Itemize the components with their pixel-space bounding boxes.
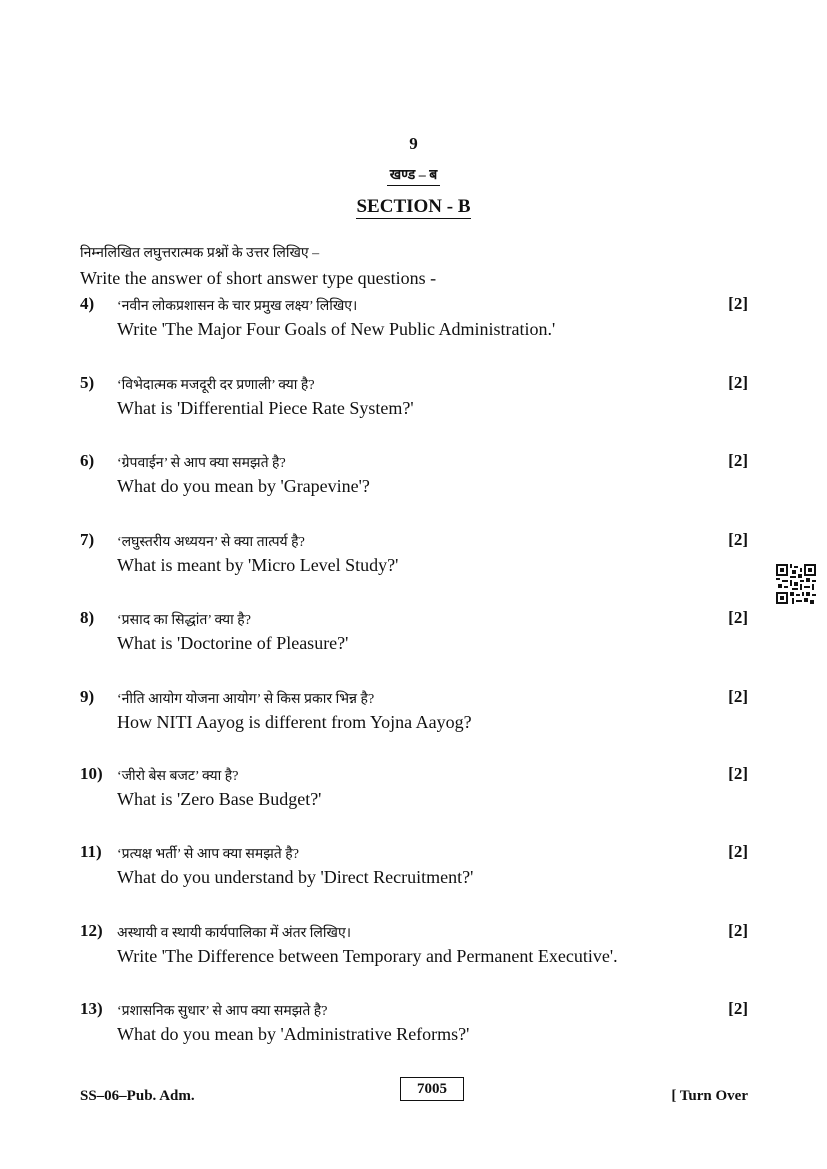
question-13 (80, 999, 748, 1051)
question-text-hindi: ‘ग्रेपवाईन’ से आप क्या समझते है? (117, 456, 286, 471)
question-number: 6) (80, 451, 95, 470)
question-number: 9) (80, 687, 95, 706)
question-text-english: Write 'The Major Four Goals of New Public Administration.' (117, 319, 556, 339)
question-marks: [2] (728, 687, 748, 706)
question-number: 4) (80, 294, 95, 313)
question-9 (80, 687, 748, 739)
question-text-hindi: ‘विभेदात्मक मजदूरी दर प्रणाली’ क्या है? (117, 378, 315, 393)
question-12 (80, 921, 748, 973)
section-heading-english (0, 196, 827, 218)
question-text-english: What is 'Doctorine of Pleasure?' (117, 633, 349, 653)
question-text-english: What do you understand by 'Direct Recruitment?' (117, 867, 474, 887)
question-7 (80, 530, 748, 582)
question-text-english: Write 'The Difference between Temporary and Permanent Executive'. (117, 946, 618, 966)
question-text-hindi: ‘जीरो बेस बजट’ क्या है? (117, 769, 239, 784)
section-heading-english-text: SECTION - B (356, 196, 471, 217)
question-4 (80, 294, 748, 346)
turn-over-label: [ Turn Over (671, 1088, 748, 1104)
question-text-english: What is 'Differential Piece Rate System?' (117, 398, 414, 418)
question-text-english: What do you mean by 'Grapevine'? (117, 476, 370, 496)
serial-code-box: 7005 (400, 1077, 464, 1101)
question-5 (80, 373, 748, 425)
question-6 (80, 451, 748, 503)
question-text-english: What is meant by 'Micro Level Study?' (117, 555, 399, 575)
question-marks: [2] (728, 921, 748, 940)
question-number: 5) (80, 373, 95, 392)
question-marks: [2] (728, 294, 748, 313)
question-number: 10) (80, 764, 103, 783)
question-number: 12) (80, 921, 103, 940)
question-8 (80, 608, 748, 660)
question-marks: [2] (728, 608, 748, 627)
question-text-english: What is 'Zero Base Budget?' (117, 789, 322, 809)
question-marks: [2] (728, 764, 748, 783)
question-marks: [2] (728, 999, 748, 1018)
question-number: 11) (80, 842, 102, 861)
question-marks: [2] (728, 530, 748, 549)
instructions-hindi: निम्नलिखित लघुत्तरात्मक प्रश्नों के उत्तर लिखिए – (80, 246, 320, 261)
question-marks: [2] (728, 451, 748, 470)
question-text-hindi: ‘प्रशासनिक सुधार’ से आप क्या समझते है? (117, 1004, 328, 1019)
question-text-hindi: ‘प्रसाद का सिद्धांत’ क्या है? (117, 613, 251, 628)
question-marks: [2] (728, 842, 748, 861)
question-number: 8) (80, 608, 95, 627)
question-text-hindi: ‘प्रत्यक्ष भर्ती’ से आप क्या समझते है? (117, 847, 299, 862)
question-11 (80, 842, 748, 894)
page-number: 9 (409, 134, 418, 153)
question-10 (80, 764, 748, 816)
section-heading-hindi (0, 165, 827, 184)
question-marks: [2] (728, 373, 748, 392)
section-heading-hindi-text: खण्ड – ब (387, 168, 441, 186)
instructions-english: Write the answer of short answer type questions - (80, 268, 437, 288)
qr-code-icon (776, 564, 816, 604)
question-text-hindi: ‘नीति आयोग योजना आयोग’ से किस प्रकार भिन्न है? (117, 692, 375, 707)
question-text-hindi: अस्थायी व स्थायी कार्यपालिका में अंतर लिखिए। (117, 926, 352, 941)
question-text-english: How NITI Aayog is different from Yojna Aayog? (117, 712, 472, 732)
question-text-english: What do you mean by 'Administrative Reforms?' (117, 1024, 470, 1044)
question-text-hindi: ‘लघुस्तरीय अध्ययन’ से क्या तात्पर्य है? (117, 535, 305, 550)
question-number: 7) (80, 530, 95, 549)
paper-code: SS–06–Pub. Adm. (80, 1088, 195, 1104)
question-number: 13) (80, 999, 103, 1018)
question-text-hindi: ‘नवीन लोकप्रशासन के चार प्रमुख लक्ष्य’ लिखिए। (117, 299, 358, 314)
